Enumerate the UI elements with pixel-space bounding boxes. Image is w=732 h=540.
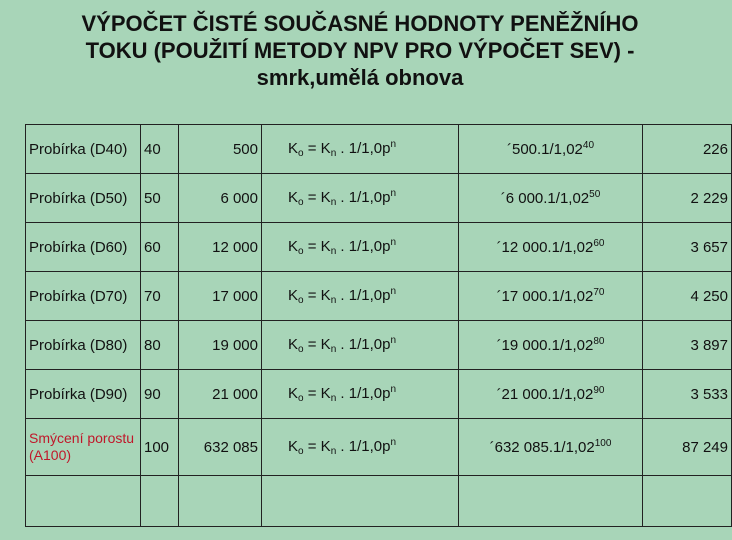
row-age: 70 <box>141 272 179 321</box>
empty-cell <box>459 476 643 527</box>
row-label: Probírka (D50) <box>26 174 141 223</box>
row-result: 3 897 <box>643 321 732 370</box>
row-amount: 17 000 <box>179 272 262 321</box>
row-amount: 6 000 <box>179 174 262 223</box>
row-label: Probírka (D80) <box>26 321 141 370</box>
slide-title <box>0 10 720 91</box>
row-label: Probírka (D40) <box>26 125 141 174</box>
table-row <box>26 419 732 476</box>
row-age: 100 <box>141 419 179 476</box>
row-calc: ´500.1/1,02$^{40}$ <box>459 125 643 174</box>
row-result: 4 250 <box>643 272 732 321</box>
table-row <box>26 321 732 370</box>
row-formula: $K_o = K_n$ . $1/1,0p^n$ <box>262 223 459 272</box>
npv-table <box>25 124 732 527</box>
row-label: Probírka (D60) <box>26 223 141 272</box>
row-age: 50 <box>141 174 179 223</box>
row-formula: $K_o = K_n$ . $1/1,0p^n$ <box>262 272 459 321</box>
row-age: 60 <box>141 223 179 272</box>
row-amount: 19 000 <box>179 321 262 370</box>
row-age: 80 <box>141 321 179 370</box>
empty-cell <box>262 476 459 527</box>
row-amount: 12 000 <box>179 223 262 272</box>
row-label: Smýcení porostu (A100) <box>26 419 141 476</box>
table-row <box>26 370 732 419</box>
empty-cell <box>643 476 732 527</box>
row-formula: $K_o = K_n$ . $1/1,0p^n$ <box>262 419 459 476</box>
row-result: 226 <box>643 125 732 174</box>
row-amount: 632 085 <box>179 419 262 476</box>
empty-cell <box>179 476 262 527</box>
row-result: 3 657 <box>643 223 732 272</box>
row-calc: ´21 000.1/1,02$^{90}$ <box>459 370 643 419</box>
row-age: 90 <box>141 370 179 419</box>
row-calc: ´6 000.1/1,02$^{50}$ <box>459 174 643 223</box>
row-result: 3 533 <box>643 370 732 419</box>
row-formula: $K_o = K_n$ . $1/1,0p^n$ <box>262 321 459 370</box>
table-row <box>26 174 732 223</box>
empty-cell <box>141 476 179 527</box>
row-result: 2 229 <box>643 174 732 223</box>
row-formula: $K_o = K_n$ . $1/1,0p^n$ <box>262 174 459 223</box>
row-amount: 21 000 <box>179 370 262 419</box>
title-line-1: VÝPOČET ČISTÉ SOUČASNÉ HODNOTY PENĚŽNÍHO <box>81 11 639 36</box>
row-label: Probírka (D90) <box>26 370 141 419</box>
row-formula: $K_o = K_n$ . $1/1,0p^n$ <box>262 125 459 174</box>
row-age: 40 <box>141 125 179 174</box>
table-row <box>26 272 732 321</box>
title-line-3: smrk,umělá obnova <box>256 65 464 90</box>
empty-cell <box>26 476 141 527</box>
row-calc: ´632 085.1/1,02$^{100}$ <box>459 419 643 476</box>
row-calc: ´12 000.1/1,02$^{60}$ <box>459 223 643 272</box>
row-label: Probírka (D70) <box>26 272 141 321</box>
row-calc: ´17 000.1/1,02$^{70}$ <box>459 272 643 321</box>
row-amount: 500 <box>179 125 262 174</box>
row-calc: ´19 000.1/1,02$^{80}$ <box>459 321 643 370</box>
table-row-empty <box>26 476 732 527</box>
row-formula: $K_o = K_n$ . $1/1,0p^n$ <box>262 370 459 419</box>
table-row <box>26 125 732 174</box>
row-result: 87 249 <box>643 419 732 476</box>
title-line-2: TOKU (POUŽITÍ METODY NPV PRO VÝPOČET SEV) - <box>85 38 635 63</box>
table-row <box>26 223 732 272</box>
